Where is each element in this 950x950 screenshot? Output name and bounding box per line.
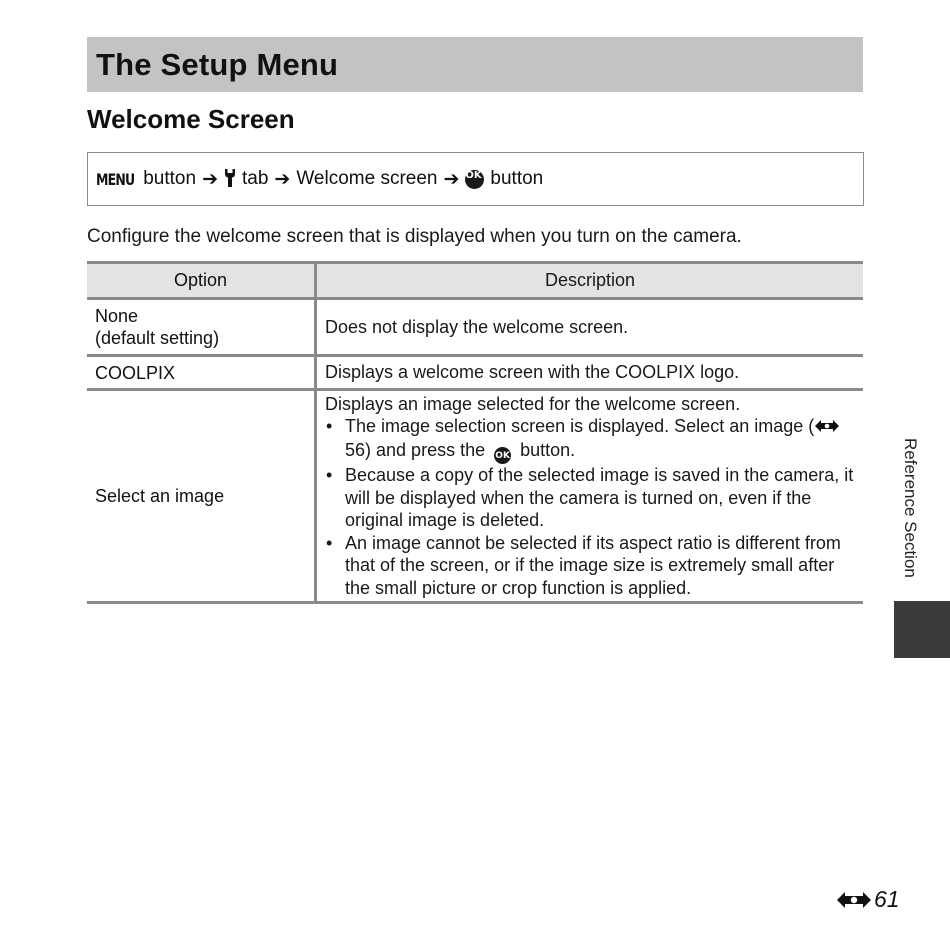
list-item: • Because a copy of the selected image is saved in the camera, it will be displayed when the camera is turned on, even if the original image is deleted. [325,464,855,532]
table-row [87,390,863,603]
reference-section-icon [836,890,872,910]
option-cell [87,390,316,603]
page-title: The Setup Menu [96,46,339,82]
option-name: Select an image [95,486,225,506]
arrow-icon: ➔ [274,168,291,190]
side-tab-marker [894,601,950,658]
ok-button-icon: OK [465,170,484,189]
arrow-icon: ➔ [443,168,460,190]
page-number-text: 61 [874,886,900,912]
option-name: COOLPIX [95,362,176,383]
description-lead: Displays an image selected for the welcome screen. [325,393,741,414]
menu-path-button-word: button [143,168,197,189]
header-option: Option [87,263,316,299]
ok-button-icon: OK [494,447,511,464]
side-tab-label [880,438,940,588]
title-bar [87,37,863,92]
table-row [87,299,863,356]
table-row [87,356,863,390]
reference-section-icon [814,416,840,439]
intro-text: Configure the welcome screen that is displayed when you turn on the camera. [87,226,742,247]
description-cell: Displays a welcome screen with the COOLPIX logo. [316,356,864,390]
bullet-text: button. [515,439,576,460]
wrench-icon [224,168,236,191]
option-cell [87,299,316,356]
menu-button-icon: MENU [96,169,135,189]
bullet-text: ) and press the [365,439,491,460]
side-tab-text: Reference Section [901,438,920,578]
list-item [325,415,855,464]
menu-path-button-word: button [490,168,544,189]
arrow-icon: ➔ [202,168,218,190]
bullet-text: The image selection screen is displayed. Select an image ( [345,416,815,437]
section-heading: Welcome Screen [87,104,295,134]
menu-path-item: Welcome screen [296,168,438,189]
description-cell [316,390,864,603]
menu-path-tab-word: tab [241,168,269,189]
table-header-row [87,263,863,299]
list-item: • An image cannot be selected if its aspect ratio is different from that of the screen, or if the image size is extremely small after the small picture or crop function is applied. [325,532,855,600]
menu-path-box [87,152,864,206]
options-table [87,261,863,604]
page-number [836,886,900,913]
option-cell [87,356,316,390]
description-cell: Does not display the welcome screen. [316,299,864,356]
option-name: None [95,306,139,326]
description-bullets [325,415,855,599]
page-reference: 56 [345,439,366,460]
header-description: Description [316,263,864,299]
option-note: (default setting) [95,328,220,348]
